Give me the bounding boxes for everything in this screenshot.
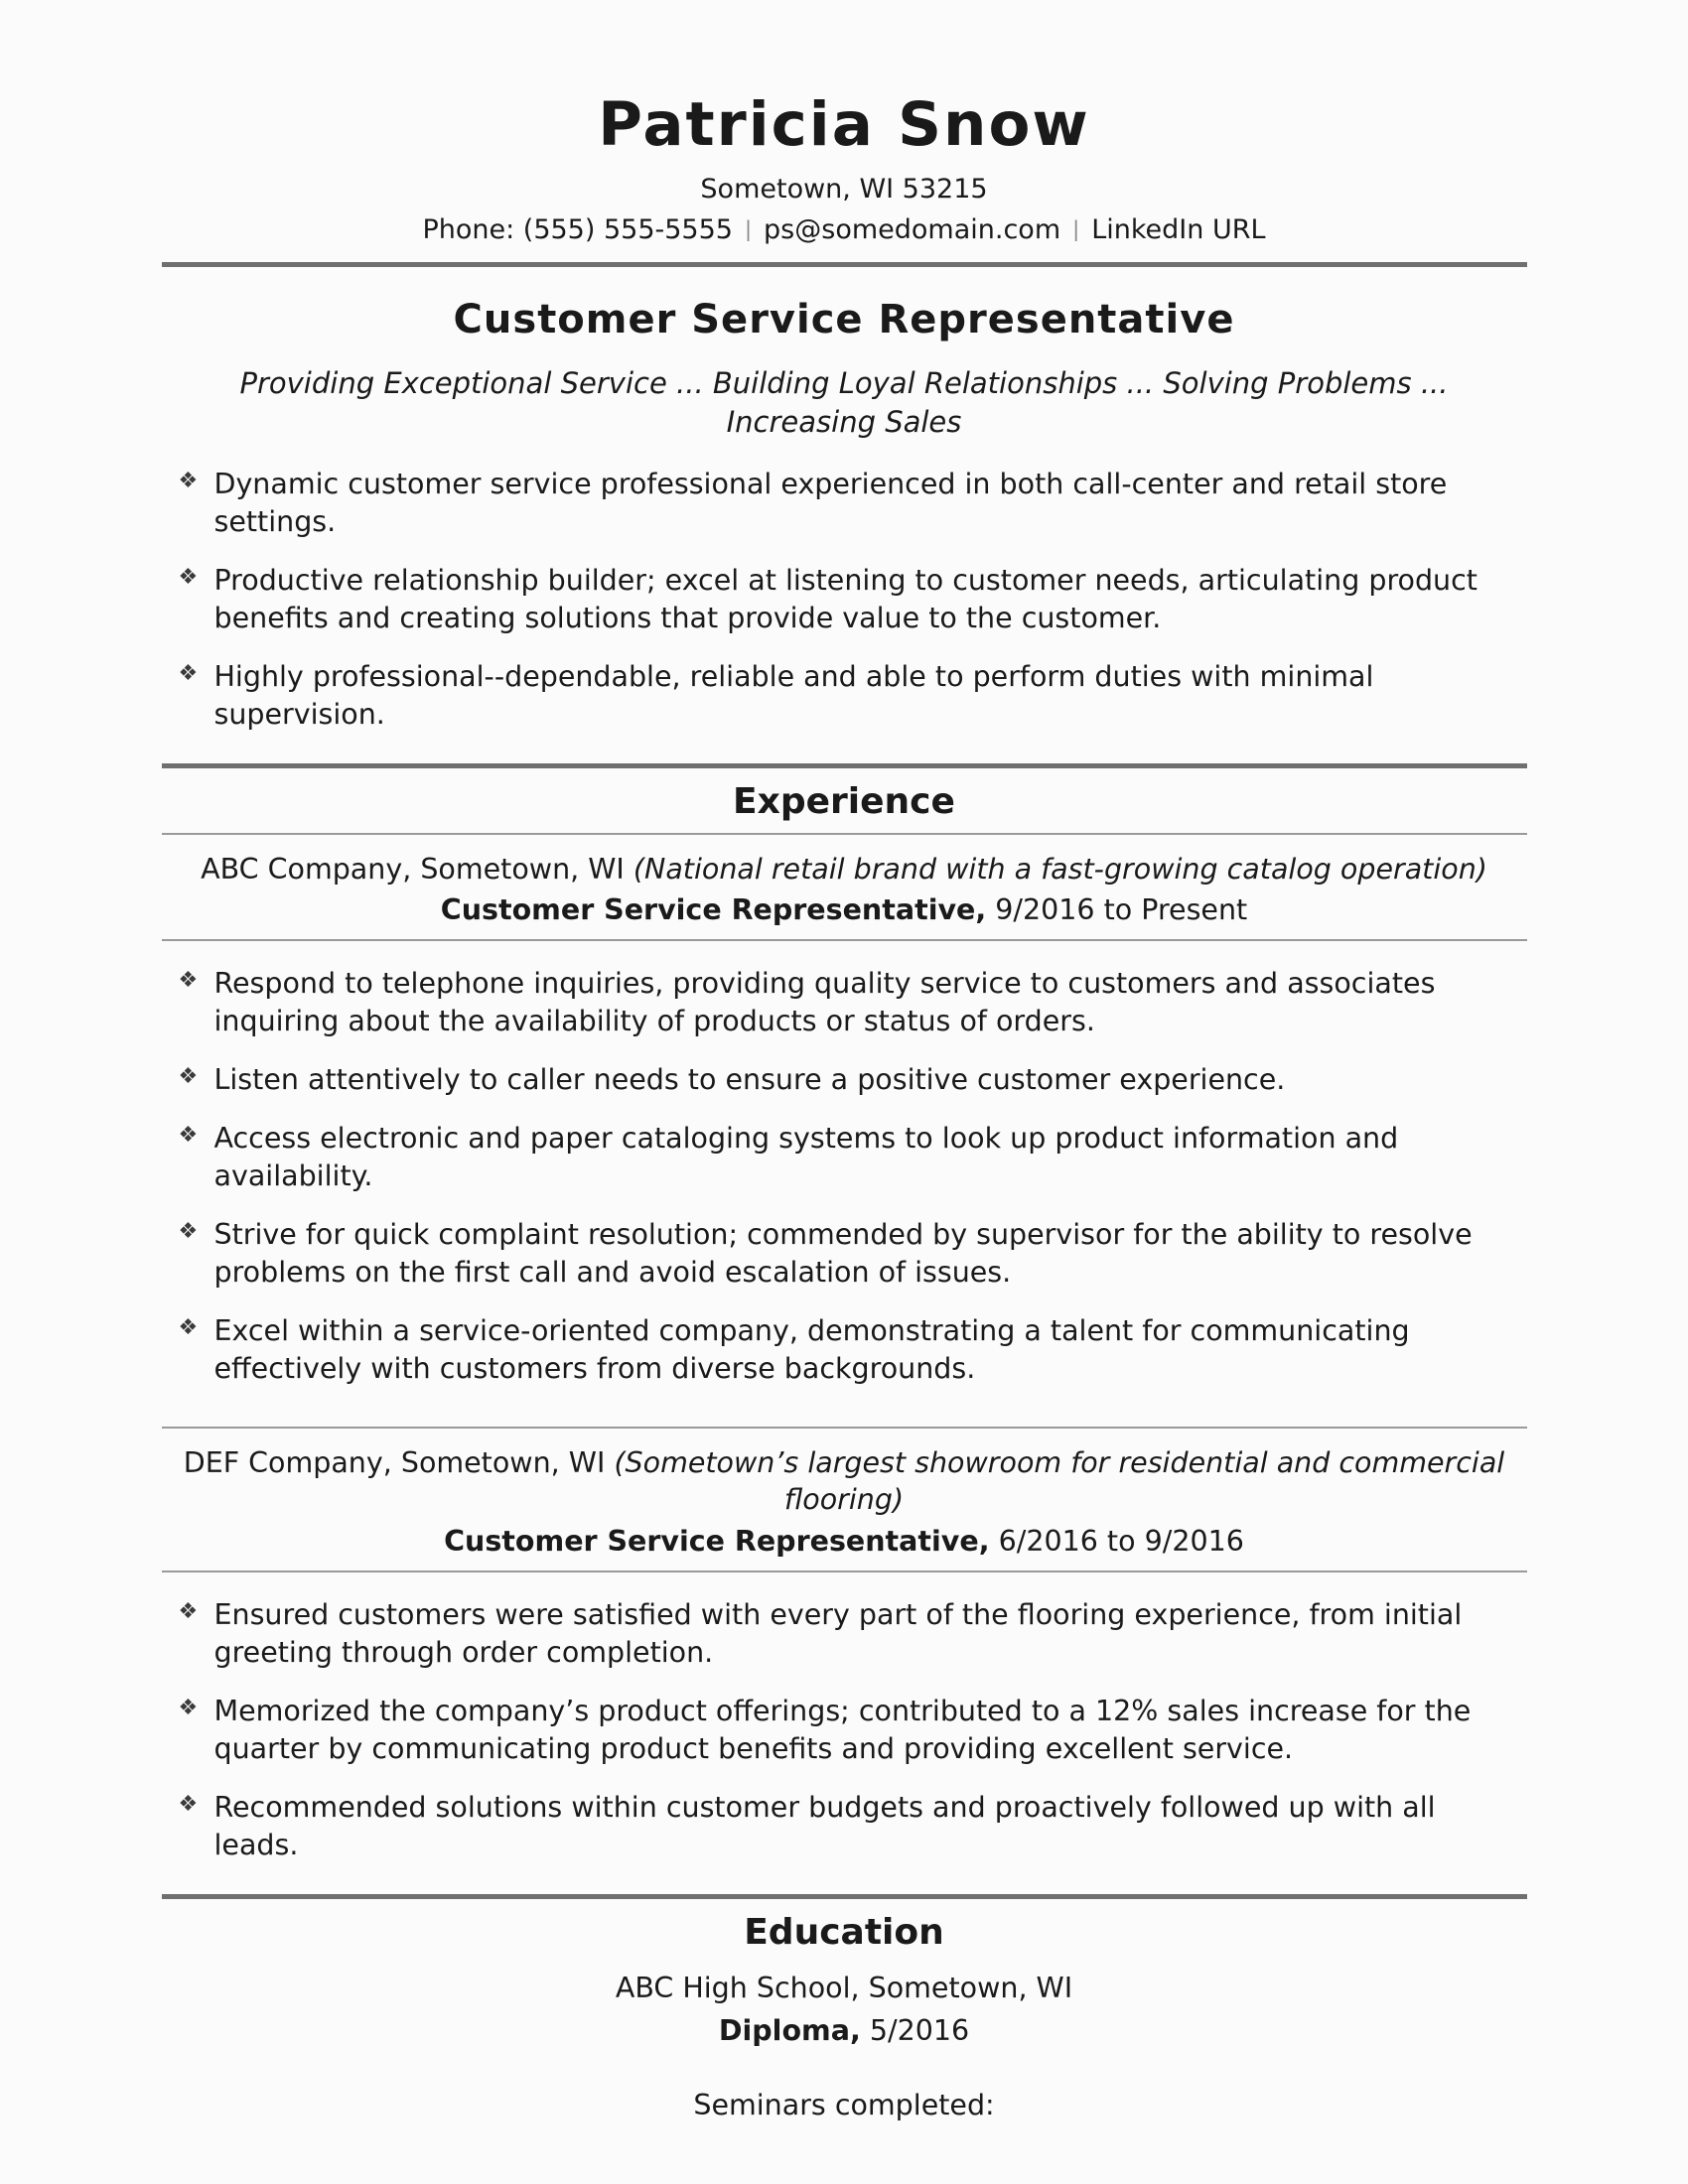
list-item: [162, 1061, 1527, 1099]
role-line: [162, 1525, 1527, 1558]
address-line: Sometown, WI 53215: [700, 174, 988, 205]
resume-content: [162, 0, 1527, 2121]
degree-line: [162, 2014, 1527, 2047]
list-item: [162, 1596, 1527, 1672]
bullet-icon: ❖: [178, 660, 199, 686]
header-divider: [162, 262, 1527, 267]
list-item: [162, 562, 1527, 637]
summary-bullet-list: [162, 466, 1527, 733]
bullet-icon: ❖: [178, 1218, 199, 1244]
list-item: [162, 1120, 1527, 1195]
bullet-icon: ❖: [178, 1696, 199, 1721]
section-heading-education: Education: [744, 1911, 944, 1953]
degree-name: Diploma,: [718, 2013, 861, 2047]
experience-entry: [162, 1444, 1527, 1864]
company-note: (Sometown’s largest showroom for residential and commercial flooring): [614, 1445, 1505, 1517]
education-section-divider: [162, 1894, 1527, 1899]
page-title: Patricia Snow: [598, 89, 1090, 160]
list-item: [162, 1216, 1527, 1292]
list-item: [162, 658, 1527, 734]
list-item-text: Respond to telephone inquiries, providing quality service to customers and associates inquiring about the availability of products or status of orders.: [213, 967, 1436, 1038]
company-name: ABC Company, Sometown, WI: [201, 852, 633, 886]
list-item: [162, 1693, 1527, 1768]
company-line: [179, 851, 1509, 888]
list-item-text: Productive relationship builder; excel at listening to customer needs, articulating product benefits and creating solutions that provide value to the customer.: [213, 564, 1477, 634]
experience-bullet-list: [162, 965, 1527, 1387]
list-item-text: Excel within a service-oriented company, demonstrating a talent for communicating effectively with customers from diverse backgrounds.: [213, 1313, 1410, 1385]
list-item: [162, 466, 1527, 541]
bullet-icon: ❖: [178, 469, 199, 494]
role-line: [162, 893, 1527, 926]
contact-separator-2: |: [1072, 216, 1080, 241]
list-item-text: Ensured customers were satisfied with every part of the flooring experience, from initial greeting through order completion.: [213, 1598, 1463, 1670]
list-item: [162, 1312, 1527, 1388]
bullet-icon: ❖: [178, 1064, 199, 1090]
list-item-text: Access electronic and paper cataloging systems to look up product information and availability.: [213, 1122, 1399, 1193]
role-dates: 6/2016 to 9/2016: [989, 1525, 1244, 1559]
tagline: Providing Exceptional Service ... Building Loyal Relationships ... Solving Problems ... Increasing Sales: [239, 365, 1449, 440]
bullet-icon: ❖: [178, 968, 199, 994]
degree-date: 5/2016: [860, 2013, 970, 2047]
experience-entry: [162, 851, 1527, 1388]
list-item-text: Recommended solutions within customer budgets and proactively followed up with all leads.: [213, 1790, 1436, 1861]
resume-header: [162, 91, 1527, 267]
target-job-title: Customer Service Representative: [453, 296, 1235, 342]
company-line: [179, 1444, 1509, 1520]
email-link[interactable]: ps@somedomain.com: [764, 213, 1061, 245]
entry-divider: [162, 1427, 1527, 1429]
bullet-icon: ❖: [178, 1314, 199, 1340]
list-item-text: Listen attentively to caller needs to ensure a positive customer experience.: [213, 1063, 1286, 1097]
experience-section-divider: [162, 763, 1527, 768]
role-title: Customer Service Representative,: [444, 1525, 990, 1559]
list-item: [162, 965, 1527, 1040]
role-title: Customer Service Representative,: [440, 893, 987, 927]
bullet-icon: ❖: [178, 1791, 199, 1817]
school-name: ABC High School, Sometown, WI: [615, 1971, 1073, 2004]
experience-heading-underline: [162, 833, 1527, 835]
role-dates: 9/2016 to Present: [986, 893, 1248, 927]
bullet-icon: ❖: [178, 565, 199, 591]
list-item-text: Strive for quick complaint resolution; commended by supervisor for the ability to resolve problems on the first call and avoid escalation of issues.: [213, 1217, 1473, 1289]
list-item-text: Dynamic customer service professional experienced in both call-center and retail store settings.: [213, 468, 1448, 539]
list-item-text: Highly professional--dependable, reliable and able to perform duties with minimal supervision.: [213, 659, 1374, 731]
experience-bullet-list: [162, 1596, 1527, 1863]
contact-line: [162, 212, 1527, 248]
entry-divider: [162, 1570, 1527, 1572]
company-note: (National retail brand with a fast-growing catalog operation): [633, 852, 1487, 886]
linkedin-link[interactable]: LinkedIn URL: [1091, 213, 1266, 245]
list-item-text: Memorized the company’s product offerings; contributed to a 12% sales increase for the quarter by communicating product benefits and providing excellent service.: [213, 1695, 1472, 1765]
list-item: [162, 1789, 1527, 1864]
entry-divider: [162, 939, 1527, 941]
contact-separator-1: |: [744, 216, 753, 241]
seminars-line: Seminars completed:: [693, 2088, 995, 2121]
bullet-icon: ❖: [178, 1123, 199, 1149]
section-heading-experience: Experience: [733, 780, 955, 822]
bullet-icon: ❖: [178, 1599, 199, 1625]
spacer: [162, 1409, 1527, 1427]
company-name: DEF Company, Sometown, WI: [183, 1445, 615, 1479]
phone-text: Phone: (555) 555-5555: [422, 213, 733, 245]
